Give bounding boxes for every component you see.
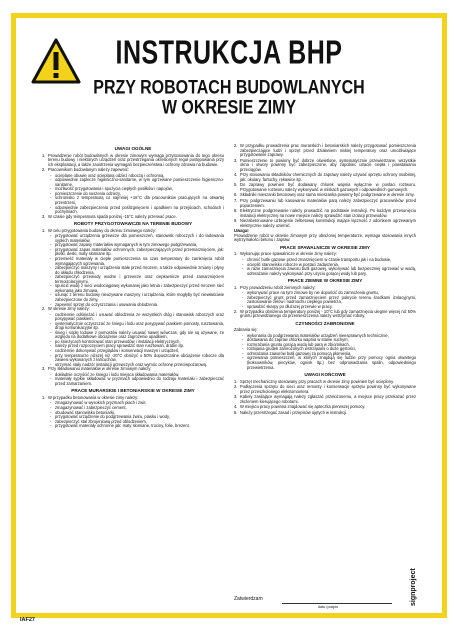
list-item [42, 307, 224, 312]
list-item [234, 183, 416, 192]
sub-item-text: zapewnić sprzęt do oczyszczania i usuwania oblodzenia. [55, 301, 159, 307]
item-text: Kabely zasilające wymagają należy zgłaszać przełożonemu, a miejsce pracy przekazać przez złożeniem kierującego robotami. [240, 394, 416, 404]
sub-item-text: dokładnie oczyścić ze śniegu i lodu miejsca składowania materiałów, [55, 371, 180, 377]
section-header: UWAGI KOŃCOWE [304, 372, 346, 378]
dash: - [242, 332, 244, 338]
page-subtitle-1: PRZY ROBOTACH BUDOWLANYCH [93, 78, 365, 99]
list-item [234, 173, 416, 182]
dash: - [50, 409, 52, 415]
dash: - [50, 204, 52, 210]
item-text: Składniki mieszanki betonowej oraz sama mieszanka powinny być podgrzewane w okresie zimy. [240, 192, 415, 198]
sub-item-text: przygotować zapas materiałów ochronnych, zabezpieczających przed przemarznięciem, jak: płotki, deski, maty słomiane itp. [55, 246, 224, 257]
warning-label: Uwaga! [234, 228, 249, 234]
left-column [42, 144, 224, 429]
item-text: Elektryczne podgrzewanie należy prowadzić na podstawie instrukcji. Po każdym przesunięciu instalacji elektrycznej na nowe miejsce należy sprawdzić stan izolacji przewodów. [240, 208, 416, 218]
sub-item-text: schronisko z temperaturą co najmniej +16°C dla pracowników pracujących na otwartej przestrzeni, [55, 195, 224, 206]
item-text: Przy podgrzewaniu lub kasowaniu materiałów parą należy zabezpieczyć pracowników przed poparzeniem. [240, 198, 416, 208]
sub-item-text: codziennie dokonywać przeglądów i konserwacji maszyn i urządzeń, [55, 347, 180, 353]
sub-item-text: zmagazynować w wysokich pryzmach piach i żwir, [55, 400, 147, 406]
sub-item-text: odpowiednie zaplecze higieniczno-sanitarne, w tym ogrzewane pomieszczenie higieniczno-sanitarne, [55, 177, 224, 187]
item-text: Przy prowadzeniu robót ziemnych należy: [240, 284, 316, 290]
dash: - [50, 329, 52, 335]
section-header: CZYNNOŚCI ZABRONIONE [295, 320, 355, 326]
item-number: 3. [234, 394, 238, 400]
dash: - [242, 337, 244, 343]
dash: - [242, 294, 244, 300]
list-item [234, 209, 416, 218]
item-text: W miejscu pracy powinna znajdować się apteczka pierwszej pomocy. [240, 404, 366, 410]
list-item [42, 215, 224, 220]
item-number: 7. [234, 198, 238, 204]
sub-item-text: zabezpieczyć przewody wodne i grzewcze oraz ciepłownicze przed zamarznięciem termoizolacyjnymi, [55, 274, 224, 284]
dash: - [50, 361, 52, 367]
sub-item-text: śnieg i soplę lodowe z pomostów należy usuwać nawet wówczas, gdy nie są używane, ze względu na dodatkowe obciążenie oraz zagrożenie upadkiem, [55, 329, 224, 340]
list-item [42, 154, 224, 168]
sub-item-text: przy temperaturze niższej niż -20°C obniżyć o 50% dopuszczalne obciążenie robocze dla zawiesi wykonanych z łańcuchów, [55, 352, 224, 363]
sub-item-text: systematycznie oczyszczać ze śniegu i lodu oraz posypywać piaskiem pomosty, rusztowania, drogi komunikacyjne itp. [55, 320, 224, 331]
item-text: Pomieszczenie to powinny być dobrze oświetlone, systematycznie przewietrzane, wszystkie okna i otwory powinny być zabezpieczone, aby zapobiec utracie ciepła i powstawaniu przeciągów. [240, 157, 416, 172]
list-item [234, 159, 416, 173]
item-number: 2. [42, 167, 46, 173]
dash: - [50, 423, 52, 429]
dash: - [50, 172, 52, 178]
dash: - [242, 290, 244, 296]
list-item [234, 395, 416, 404]
sub-item-text: zabezpieczyć maszyny i urządzenia stałe przed mrozem, a także odpowiednie zmiany i płyny do układu chłodzenia, [55, 265, 224, 275]
sub-item-text: utrzymać stały nadzór instalacji grzewczych oraz wymóc ochronę przeciwpożarową. [55, 361, 207, 367]
item-text: Podłączenia sprzętu do sieci oraz remonty i konserwacje sprzętu powinny być wykonywane przez przeszkolonego elektromontera. [240, 384, 416, 394]
dash: - [50, 414, 52, 420]
dash: - [50, 186, 52, 192]
dash: - [242, 303, 244, 309]
sub-item-text: pomieszczenie do suszenia odzieży, [55, 190, 121, 196]
sub-item-text: przygotować urządzenie do podgrzewania żwiru, piasku i wody, [55, 414, 170, 420]
sub-item-text: przygotować materiały ochronne jak: maty słomiane, trociny, folie, brezent. [55, 423, 190, 429]
signature-line [282, 603, 392, 604]
sub-item-text: odpowiednie zabezpieczenia przed poślizgnięciem i upadkiem na przejściach, schodach i pochylniach. [55, 204, 224, 215]
sub-item-text: rozbijania grudek zamrożonych wstrząsami o duże gęstości, [247, 346, 356, 352]
item-number: 2. [234, 308, 238, 314]
item-number: 5. [234, 409, 238, 415]
dash: - [242, 346, 244, 352]
dash: - [50, 311, 52, 317]
item-text: Niezabetonowane uzbrojenie żelbetowej konstrukcji mające łączność z odcinkiem ogrzewanym elektrycznie należy uziemić. [240, 218, 416, 228]
item-number: 1. [234, 284, 238, 290]
item-text: W przypadku obniżenia temperatury poniżej - 10°C lub gdy zamarznięcia ulegnie więcej niż 50% gruntu przewidzianego do przemieszczenia należy wstrzymać roboty. [240, 308, 416, 319]
dash: - [242, 266, 244, 272]
item-number: 1. [234, 378, 238, 384]
item-number: 1. [42, 227, 46, 233]
list-item [234, 411, 416, 416]
dash: - [50, 343, 52, 349]
sub-item-text: wykonania do podgrzewania materiałów urządzeń nieesprawnych technicznie, [247, 332, 389, 338]
item-number: 4. [234, 172, 238, 178]
section-header: UWAGI OGÓLNE [114, 146, 152, 151]
item-number: 2. [42, 306, 46, 312]
item-text: Wykonując prace spawalnicze w okresie zimy należy: [240, 251, 337, 257]
sub-item-text: wykonywać prace na tym zimowe by nie dopuścić do zamrożenia gruntu, [247, 290, 379, 296]
sub-item-text: w razie zamarznięcia zaworu butli gazowej, wykonywać lub bezpieczniej ogrzewać w wodą, odmrażanie należy wykonywać przy użyciu gorącej wody lub pary. [247, 266, 416, 276]
dash: - [242, 341, 244, 347]
dash: - [50, 376, 52, 382]
item-text: Prowadzenie robót budowlanych w okresie zimowym wymaga przystosowania do tego okresu terenu budowy i niektórych urządzeń oraz przestrzegania określonych reguł postępowania przy ich eksploatacji, a także zaostrzenia wymagań bezpieczeństwa i ochrony zdrowia na budowie. [48, 152, 224, 167]
list-item [234, 219, 416, 228]
signature-sublabel: data i podpis [318, 605, 338, 609]
section-header: PRACE SPAWALNICZE W OKRESIE ZIMY [279, 244, 370, 250]
brand-logo: signproject [410, 568, 417, 606]
right-column [234, 144, 416, 416]
dash: - [242, 257, 244, 263]
sub-item-text: usunąć z terenu budowy nieużywane maszyny i urządzenia, które mogłyby być niewłaściwie zabezpieczone do zimy, [55, 292, 224, 302]
item-number: 2. [234, 143, 238, 148]
item-text: Należy przestrzegać zasad i przepisów ujętych w instrukcji. [240, 409, 348, 415]
item-number: 1. [42, 394, 46, 400]
dash: - [50, 400, 52, 406]
section-header: ROBOTY PRZYGOTOWAWCZE NA TERENIE BUDOWY [73, 221, 193, 227]
dash: - [50, 190, 52, 196]
dash: - [50, 283, 52, 289]
sub-item-text: obudować stanowisko betoniarki, [55, 409, 116, 415]
sub-item-text: przemieść materiały w ciepłe pomieszczenia na czas temperatury do zamknięcia robót wymagających ogrzewania, [55, 256, 224, 266]
sub-item [234, 267, 416, 276]
dash: - [50, 177, 52, 183]
item-text: W przypadku betonowania w okresie zimy należy: [48, 394, 139, 400]
dash: - [50, 256, 52, 262]
page-subtitle-2: W OKRESIE ZIMY [161, 98, 297, 119]
dash: - [50, 371, 52, 377]
item-number: 1. [234, 251, 238, 257]
signature-label: Zatwierdzam [234, 596, 263, 602]
sub-item-text: ocieplić stanowisko robocze w postaci zadaszenia, [247, 261, 339, 267]
item-text: W celu przygotowania budowy do okresu zimowego należy: [48, 227, 157, 233]
dash: - [50, 265, 52, 271]
dash: - [242, 350, 244, 356]
item-text: Pracownikom budowlanym należy zapewnić: [48, 167, 130, 173]
dash: - [50, 347, 52, 353]
sub-item-text: dostawania do zapraw chlorku wapnia w stanie suchym, [247, 337, 349, 343]
sub-item-text: możliwość przygotowania i spożycia ciepłych posiłków i napojów, [55, 186, 173, 192]
dash: - [50, 246, 52, 252]
item-number: 8. [234, 208, 238, 214]
dash: - [50, 195, 52, 201]
dash: - [50, 320, 52, 326]
sub-item [42, 424, 224, 429]
sub-item [234, 356, 416, 370]
dash: - [242, 355, 244, 361]
list-item [234, 199, 416, 208]
sub-item-text: zabezpieczyć grunt przed zamarznięciem przez pokrycie terenu środkami izolacyjnymi, zastosowanie żelów i nadmuchu ciepłego powietrza, [247, 294, 416, 305]
dash: - [242, 261, 244, 267]
item-number: 3. [42, 213, 46, 219]
sub-item-text: po śnieżycach kontrolować stan przewodów i instalacji elektrycznych, [55, 338, 181, 344]
item-number: 1. [42, 152, 46, 158]
sub-item-text: należy przed rozpoczęciem pracy sprawdzić stan rusztowań, drabin itp. [55, 343, 185, 349]
dash: - [50, 418, 52, 424]
item-number: 5. [234, 182, 238, 188]
sub-item-text: przygotować zapasy materiałów wymaganych w tym zimowego podgrzewania, [55, 242, 198, 248]
dash: - [50, 404, 52, 410]
dash: - [50, 301, 52, 307]
dash: - [50, 292, 52, 298]
item-number: 2. [234, 384, 238, 390]
dash: - [50, 338, 52, 344]
page-title: INSTRUKCJA BHP [115, 34, 343, 72]
section-intro: Zabrania się: [234, 327, 258, 333]
sign-code: IAF27 [20, 617, 35, 623]
item-number: 6. [234, 192, 238, 198]
sub-item-text: materiały sypkie składować w pryzmach odpowiednio do rodzaju materiału i zabezpieczać przed zamarzaniem. [55, 376, 224, 386]
dash: - [50, 274, 52, 280]
item-text: W czasie gdy temperatura spada poniżej -15°C należy przerwać prace. [48, 213, 177, 219]
item-number: 3. [234, 157, 238, 163]
dash: - [50, 352, 52, 358]
sub-item-text: ogrzewania pomieszczeń, w których znajdują się ludzie przy pomocy ognia otwartego (koksowników, piecyków, ognisk itp.) bez odprowadzania spalin, odpowiedniego przewietrzenia. [247, 355, 416, 370]
warning-text: Prowadzenie robót w okresie zimowym przy obniżonej temperaturze, wymaga stosowania innych wytrzymałości betonu i zapraw. [234, 232, 416, 243]
sub-item-text: sprawdzić skarpy po dłuższej przerwie w pracy. [247, 303, 333, 309]
sub-item-text: codziennie odśnieżać i usuwać oblodzenia ze wszystkich dróg i stanowisk roboczych oraz posypywać piaskiem, [55, 311, 224, 322]
list-item [234, 310, 416, 319]
sub-item-text: przygotować urządzenia grzewcze dla pomieszczeń, stanowisk roboczych i do ładowania sypkich materiałów, [55, 233, 224, 243]
sub-item [42, 377, 224, 386]
item-text: W przypadku prowadzenia prac murarskich i betoniarskich należy przygotować pomieszczenia zabezpieczające ludzi i sprzęt przed działaniem niskiej temperatury oraz umożliwiające przygotowanie zaprawy. [240, 143, 416, 158]
item-number: 4. [234, 404, 238, 410]
item-text: W okresie zimy należy: [48, 306, 90, 312]
dash: - [50, 242, 52, 248]
item-text: Przy składowaniu materiałów w okresie zimowym należy: [48, 366, 152, 372]
sub-item-text: zabezpieczyć stal zbrojeniową przed oblodzeniem, [55, 418, 147, 424]
section-header: PRACE MURARSKIE I BETONIARSKIE W OKRESIE ZIMY [71, 388, 195, 394]
sub-item-text: spuścić wodę z sieci wodociągowej wykonanej jako letnia i zabezpieczyć przed mrozem sieć wykonaną jako zimowa, [55, 283, 224, 293]
item-number: 3. [42, 366, 46, 372]
sub-item-text: odmrażania zaworów butli gazowej za pomocą płomienia, [247, 350, 352, 356]
item-number: 9. [234, 218, 238, 224]
item-text: Do zaprawy powinien być dodawany chlorek wapnia wyłącznie w postaci roztworu. Przygotowanie roztworu należy wykonywać w miskach gazowych i odpowiednich gumowych. [240, 182, 416, 192]
item-text: Sprzęt mechaniczny stosowany przy pracach w okresie zimy powinien być ucieplony. [240, 378, 394, 384]
sub-item-text: zmagazynować i zabezpieczyć cement, [55, 404, 127, 410]
section-header: PRACE ZIEMNE W OKRESIE ZIMY [287, 278, 363, 284]
item-text: Przy stosowaniu składników chemicznych do zaprawy należy używać sprzętu ochrony osobistej, jak: okulary, fartuchy, rękawice itp. [240, 172, 416, 182]
sub-item-text: ocieplane obuwie oraz ocieplaną odzież roboczą i ochronną, [55, 172, 165, 178]
list-item [234, 385, 416, 394]
sub-item-text: chronić butle gazowe przed zmarznięciem w czasie transportu jak i na budowie, [247, 257, 392, 263]
dash: - [50, 233, 52, 239]
list-item [234, 144, 416, 158]
warning-note [234, 229, 416, 243]
sub-item-text: rozmrażania gruntu gorącą wodą lub parą w zbiornikach, [247, 341, 350, 347]
